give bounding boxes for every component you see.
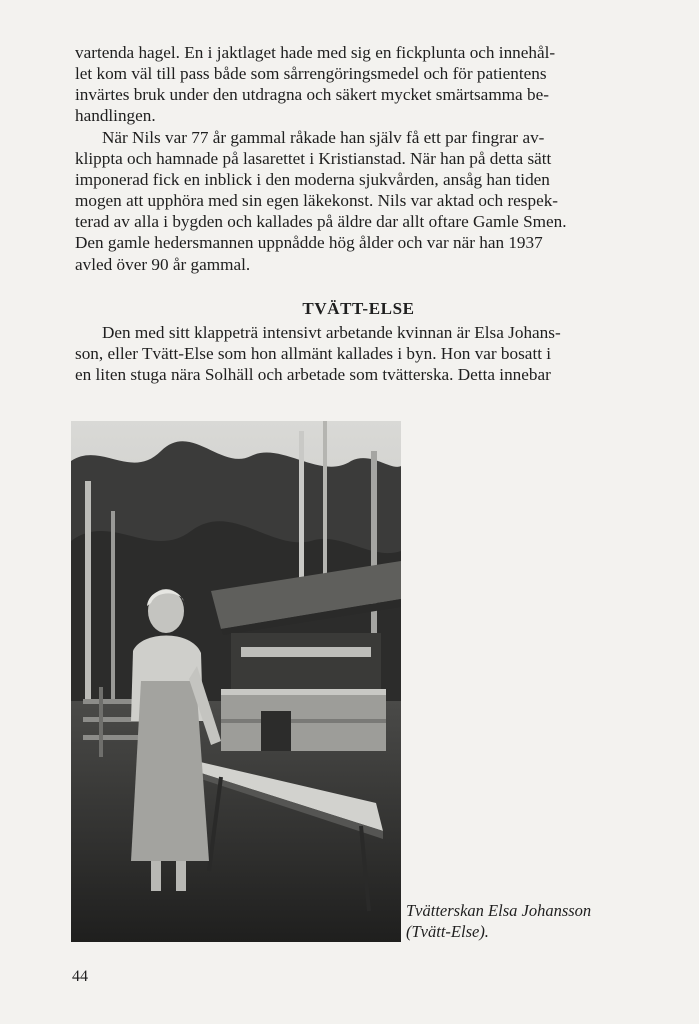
text-line: let kom väl till pass både som sårrengöringsmedel och för patientens xyxy=(75,64,547,84)
text-line: handlingen. xyxy=(75,106,156,126)
text-line: imponerad fick en inblick i den moderna sjukvården, ansåg han tiden xyxy=(75,170,550,190)
text-line: invärtes bruk under den utdragna och säkert mycket smärtsamma be- xyxy=(75,85,549,105)
photo-illustration xyxy=(71,421,401,942)
paragraph-2 xyxy=(75,127,642,275)
paragraph-1 xyxy=(75,42,642,126)
section-heading: TVÄTT-ELSE xyxy=(302,299,415,318)
text-line: När Nils var 77 år gammal råkade han själv få ett par fingrar av- xyxy=(102,128,545,147)
text-line: son, eller Tvätt-Else som hon allmänt kallades i byn. Hon var bosatt i xyxy=(75,344,552,364)
text-line: klippta och hamnade på lasarettet i Kristianstad. När han på detta sätt xyxy=(75,149,552,169)
text-line: vartenda hagel. En i jaktlaget hade med sig en fickplunta och innehål- xyxy=(75,43,556,62)
photograph xyxy=(71,421,401,942)
text-line: en liten stuga nära Solhäll och arbetade som tvätterska. Detta innebar xyxy=(75,365,551,385)
text-line: mogen att upphöra med sin egen läkekonst. Nils var aktad och respek- xyxy=(75,191,559,211)
page-number: 44 xyxy=(72,968,88,985)
text-line: Den gamle hedersmannen uppnådde hög ålder och var när han 1937 xyxy=(75,233,543,253)
text-line: avled över 90 år gammal. xyxy=(75,254,251,274)
text-line: Den med sitt klappeträ intensivt arbetande kvinnan är Elsa Johans- xyxy=(102,323,561,342)
text-line: terad av alla i bygden och kallades på äldre dar allt oftare Gamle Smen. xyxy=(75,212,567,232)
section-paragraph xyxy=(75,322,642,385)
caption-line: (Tvätt-Else). xyxy=(406,922,489,941)
caption-line: Tvätterskan Elsa Johansson xyxy=(406,901,592,920)
photo-caption xyxy=(406,900,591,942)
